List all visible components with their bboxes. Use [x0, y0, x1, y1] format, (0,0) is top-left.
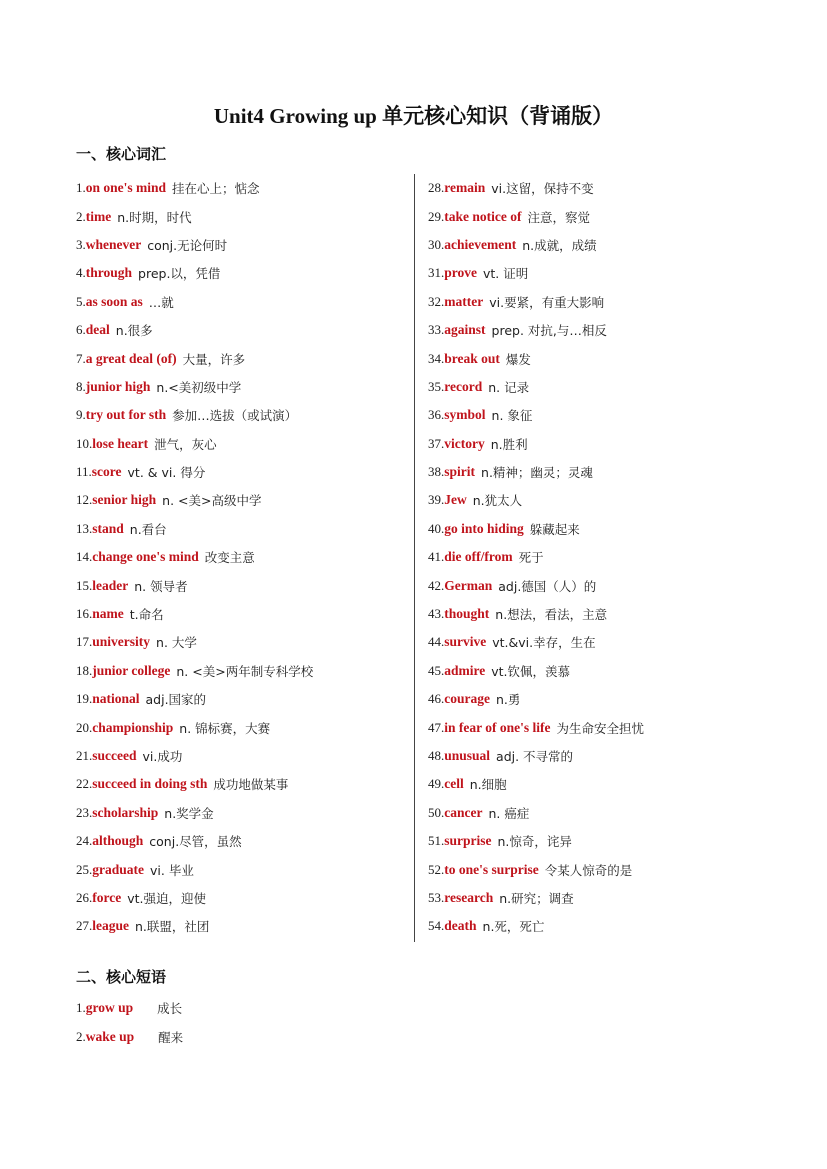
item-number: 49.	[428, 776, 445, 792]
item-definition: vt. 证明	[483, 266, 529, 282]
item-number: 33.	[428, 322, 445, 338]
item-number: 17.	[76, 634, 93, 650]
vocab-item	[76, 855, 406, 883]
item-definition: n. 大学	[156, 635, 197, 651]
item-number: 5.	[76, 293, 86, 309]
phrase-list	[76, 994, 406, 1051]
vocab-item	[428, 486, 758, 514]
item-term: take notice of	[444, 208, 522, 224]
item-definition: n.死，死亡	[482, 919, 545, 935]
vocab-item	[76, 543, 406, 571]
item-number: 37.	[428, 435, 445, 451]
vocab-item	[428, 799, 758, 827]
item-number: 9.	[76, 407, 86, 423]
item-definition: n.胜利	[490, 436, 528, 452]
item-number: 48.	[428, 748, 445, 763]
item-term: prove	[444, 265, 477, 281]
page-title: Unit4 Growing up 单元核心知识（背诵版）	[213, 104, 614, 128]
item-definition: 死于	[518, 550, 544, 566]
item-term: junior college	[92, 662, 171, 678]
vocab-item	[76, 799, 406, 827]
item-definition: 挂在心上；惦念	[172, 181, 260, 197]
item-term: as soon as	[85, 293, 143, 309]
item-term: wake up	[85, 1028, 135, 1044]
vocab-item	[428, 628, 758, 656]
section-heading-phrases: 二、核心短语	[76, 968, 167, 986]
item-term: change one's mind	[92, 549, 199, 565]
item-term: junior high	[85, 378, 151, 394]
item-number: 43.	[428, 606, 445, 622]
vocab-item	[76, 401, 406, 429]
item-number: 54.	[428, 918, 445, 934]
item-number: 1.	[76, 1000, 86, 1016]
item-term: through	[85, 265, 133, 281]
item-number: 22.	[76, 776, 93, 792]
item-definition: 成长	[157, 1001, 183, 1017]
item-number: 50.	[428, 804, 445, 820]
vocab-item	[428, 202, 758, 230]
item-term: although	[92, 833, 144, 849]
item-term: death	[444, 918, 477, 934]
item-number: 40.	[428, 520, 445, 536]
vocab-item	[428, 884, 758, 912]
item-term: against	[444, 322, 486, 338]
item-term: remain	[444, 180, 486, 196]
item-term: name	[92, 606, 124, 622]
item-definition: conj.无论何时	[147, 237, 228, 253]
vocab-item	[76, 1022, 406, 1050]
item-number: 19.	[76, 691, 93, 707]
item-number: 41.	[428, 549, 445, 565]
item-number: 2.	[76, 1028, 86, 1044]
item-term: championship	[92, 719, 174, 735]
item-number: 36.	[428, 407, 445, 423]
item-term: lose heart	[92, 435, 149, 451]
vocab-item	[76, 202, 406, 230]
vocab-item	[428, 458, 758, 486]
vocab-item	[428, 515, 758, 543]
vocab-item	[76, 770, 406, 798]
item-term: thought	[444, 606, 490, 622]
item-definition: 成功地做某事	[213, 777, 289, 793]
item-number: 12.	[76, 492, 93, 508]
vocab-item	[76, 288, 406, 316]
item-definition: vt.钦佩，羡慕	[491, 663, 571, 679]
item-definition: 醒来	[158, 1029, 184, 1045]
item-term: stand	[92, 520, 124, 536]
item-number: 4.	[76, 265, 86, 281]
item-number: 26.	[76, 889, 93, 905]
item-term: succeed in doing sth	[92, 776, 208, 792]
vocab-item	[428, 600, 758, 628]
item-term: whenever	[85, 236, 142, 252]
vocab-item	[76, 657, 406, 685]
item-number: 14.	[76, 549, 93, 565]
section-heading-vocabulary: 一、核心词汇	[76, 145, 167, 163]
item-number: 30.	[428, 236, 445, 252]
item-definition: 泄气，灰心	[154, 436, 217, 452]
item-term: national	[92, 691, 140, 707]
item-definition: prep.以，凭借	[138, 266, 221, 282]
item-definition: n.研究；调查	[499, 890, 574, 906]
item-term: scholarship	[92, 804, 159, 820]
vocab-item	[428, 231, 758, 259]
item-definition: t.命名	[129, 607, 164, 623]
item-number: 1.	[76, 180, 86, 196]
item-number: 3.	[76, 236, 86, 252]
item-number: 21.	[76, 748, 93, 763]
item-term: succeed	[92, 748, 137, 763]
item-definition: n. <美>高级中学	[162, 493, 262, 509]
vocab-item	[428, 344, 758, 372]
item-definition: n. 领导者	[134, 578, 188, 594]
item-number: 28.	[428, 180, 445, 196]
item-term: score	[91, 464, 122, 480]
item-definition: 改变主意	[204, 550, 255, 566]
item-number: 8.	[76, 378, 86, 394]
vocab-item	[76, 174, 406, 202]
item-definition: n.时期，时代	[117, 209, 192, 225]
item-definition: 参加…选拔（或试演）	[172, 408, 298, 424]
item-number: 20.	[76, 719, 93, 735]
vocab-item	[428, 912, 758, 940]
vocab-item	[76, 600, 406, 628]
item-definition: …就	[148, 294, 174, 310]
item-term: try out for sth	[85, 407, 167, 423]
item-definition: 躲藏起来	[529, 521, 580, 537]
vocab-item	[428, 373, 758, 401]
item-number: 51.	[428, 833, 445, 849]
vocab-item	[428, 259, 758, 287]
item-term: league	[92, 918, 129, 934]
item-term: symbol	[444, 407, 486, 423]
item-definition: adj.德国（人）的	[498, 578, 597, 594]
item-definition: n.看台	[129, 521, 167, 537]
item-definition: n.勇	[495, 692, 521, 708]
item-definition: n.<美初级中学	[156, 379, 242, 395]
item-term: to one's surprise	[444, 861, 539, 877]
item-number: 6.	[76, 322, 86, 338]
vocab-item	[76, 344, 406, 372]
item-number: 46.	[428, 691, 445, 707]
item-definition: n.犹太人	[472, 493, 523, 509]
vocab-item	[428, 430, 758, 458]
item-term: university	[92, 634, 151, 650]
vocab-column-left	[76, 174, 406, 941]
item-definition: vi.这留，保持不变	[491, 181, 594, 197]
item-number: 52.	[428, 861, 445, 877]
item-number: 42.	[428, 577, 445, 593]
vocab-item	[428, 657, 758, 685]
vocab-item	[428, 742, 758, 770]
item-term: graduate	[92, 861, 144, 877]
item-term: achievement	[444, 236, 517, 252]
item-term: German	[444, 577, 493, 593]
item-term: a great deal (of)	[85, 350, 177, 366]
item-number: 32.	[428, 293, 445, 309]
vocab-item	[76, 259, 406, 287]
item-number: 35.	[428, 378, 445, 394]
item-definition: 大量，许多	[182, 351, 246, 367]
item-definition: vi. 毕业	[150, 862, 194, 878]
vocab-item	[428, 713, 758, 741]
item-definition: adj. 不寻常的	[496, 749, 574, 764]
item-term: courage	[444, 691, 490, 707]
item-number: 39.	[428, 492, 445, 508]
item-term: break out	[444, 350, 500, 366]
column-divider	[414, 174, 415, 942]
item-definition: 令某人惊奇的是	[544, 862, 633, 878]
item-term: grow up	[85, 1000, 134, 1016]
item-term: admire	[444, 662, 486, 678]
item-term: Jew	[444, 492, 467, 508]
item-number: 31.	[428, 265, 445, 281]
vocab-item	[76, 430, 406, 458]
item-term: research	[444, 889, 494, 905]
item-definition: adj.国家的	[145, 692, 207, 708]
item-definition: vt.强迫，迎使	[127, 890, 207, 906]
item-term: survive	[444, 634, 487, 650]
vocab-item	[76, 685, 406, 713]
item-number: 44.	[428, 634, 445, 650]
item-term: cancer	[444, 804, 483, 820]
item-definition: n. 记录	[488, 379, 530, 395]
item-number: 7.	[76, 350, 86, 366]
vocab-column-right	[428, 174, 758, 941]
vocab-item	[76, 231, 406, 259]
item-number: 47.	[428, 719, 445, 735]
item-number: 24.	[76, 833, 93, 849]
vocab-item	[76, 316, 406, 344]
item-definition: n. 象征	[491, 408, 533, 424]
item-number: 45.	[428, 662, 445, 678]
item-definition: conj.尽管，虽然	[149, 834, 242, 850]
vocab-item	[76, 515, 406, 543]
item-term: force	[92, 889, 122, 905]
item-definition: n. <美>两年制专科学校	[176, 663, 314, 679]
vocab-item	[428, 401, 758, 429]
item-term: leader	[92, 577, 129, 593]
item-term: surprise	[444, 833, 492, 849]
item-number: 11.	[76, 464, 92, 480]
item-definition: n.精神；幽灵；灵魂	[481, 465, 593, 481]
item-definition: n.细胞	[469, 777, 507, 793]
vocab-item	[428, 316, 758, 344]
vocab-item	[428, 770, 758, 798]
item-term: go into hiding	[444, 520, 524, 536]
vocab-item	[76, 742, 406, 770]
item-term: time	[85, 208, 112, 224]
item-definition: n.很多	[115, 323, 153, 339]
item-term: die off/from	[444, 549, 513, 565]
item-term: deal	[85, 322, 110, 338]
item-definition: n.想法，看法，主意	[495, 607, 608, 623]
item-definition: vt.&vi.幸存，生在	[492, 635, 596, 651]
item-definition: n. 癌症	[488, 805, 530, 821]
vocab-item	[428, 288, 758, 316]
item-term: record	[444, 378, 483, 394]
item-term: unusual	[444, 748, 491, 763]
vocab-item	[76, 458, 406, 486]
vocab-item	[76, 994, 406, 1022]
vocab-item	[76, 713, 406, 741]
item-number: 16.	[76, 606, 93, 622]
item-number: 2.	[76, 208, 86, 224]
item-definition: n. 锦标赛，大赛	[179, 720, 271, 736]
item-number: 23.	[76, 804, 93, 820]
item-term: spirit	[444, 464, 476, 480]
item-number: 38.	[428, 464, 445, 480]
vocab-item	[428, 571, 758, 599]
vocab-item	[428, 827, 758, 855]
item-number: 13.	[76, 520, 93, 536]
item-number: 18.	[76, 662, 93, 678]
item-term: matter	[444, 293, 484, 309]
item-term: on one's mind	[85, 180, 167, 196]
item-term: cell	[444, 776, 464, 792]
item-definition: n.奖学金	[164, 805, 214, 821]
item-number: 15.	[76, 577, 93, 593]
vocab-item	[76, 884, 406, 912]
vocab-item	[76, 827, 406, 855]
vocab-item	[428, 174, 758, 202]
item-term: victory	[444, 435, 485, 451]
vocab-item	[76, 571, 406, 599]
item-definition: prep. 对抗,与…相反	[491, 323, 607, 339]
item-definition: 注意，察觉	[527, 209, 590, 225]
item-definition: vt. & vi. 得分	[127, 465, 206, 481]
vocab-item	[76, 373, 406, 401]
vocab-item	[428, 855, 758, 883]
vocab-item	[76, 628, 406, 656]
item-definition: n.联盟，社团	[135, 919, 210, 935]
vocab-item	[76, 912, 406, 940]
item-definition: 爆发	[505, 351, 531, 367]
vocab-item	[428, 685, 758, 713]
item-number: 10.	[76, 435, 93, 451]
vocab-item	[428, 543, 758, 571]
item-term: in fear of one's life	[444, 719, 551, 735]
vocab-item	[76, 486, 406, 514]
item-term: senior high	[92, 492, 157, 508]
item-definition: 为生命安全担忧	[556, 720, 644, 736]
item-definition: n.成就，成绩	[522, 237, 597, 253]
item-definition: vi.要紧，有重大影响	[489, 294, 605, 310]
item-number: 27.	[76, 918, 93, 934]
item-number: 25.	[76, 861, 93, 877]
item-number: 29.	[428, 208, 445, 224]
item-definition: n.惊奇，诧异	[497, 834, 572, 850]
item-number: 53.	[428, 889, 445, 905]
item-number: 34.	[428, 350, 445, 366]
item-definition: vi.成功	[142, 749, 183, 764]
